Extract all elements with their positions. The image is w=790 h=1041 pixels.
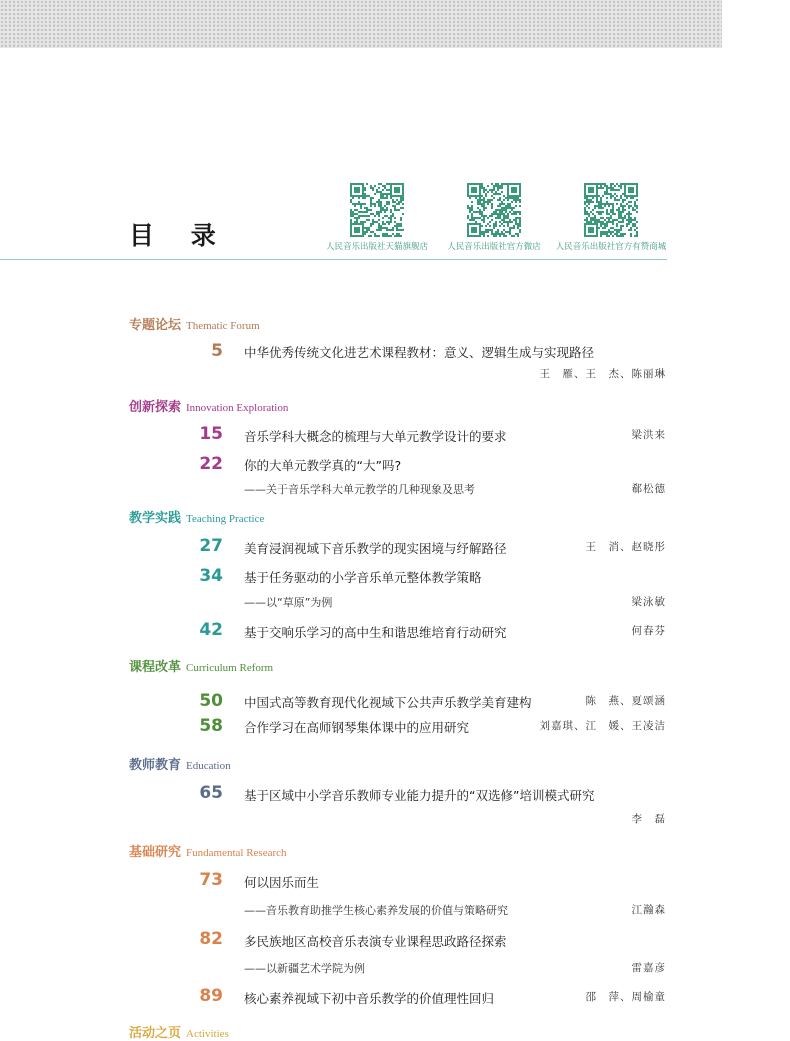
entry-title[interactable]: 美育浸润视域下音乐教学的现实困境与纾解路径 [244, 541, 507, 556]
entry-title[interactable]: 中国式高等教育现代化视域下公共声乐教学美育建构 [244, 695, 532, 710]
entry-author: 梁泳敏 [631, 596, 666, 608]
section-en: Fundamental Research [186, 847, 287, 859]
entry-title[interactable]: 基于区域中小学音乐教师专业能力提升的“双选修”培训模式研究 [244, 788, 595, 803]
entry-title[interactable]: 何以因乐而生 [244, 875, 320, 890]
entry-subtitle: ——音乐教育助推学生核心素养发展的价值与策略研究 [244, 904, 508, 917]
entry-page-number: 82 [199, 929, 223, 949]
section-zh: 创新探索 [129, 400, 182, 415]
entry-title[interactable]: 基于交响乐学习的高中生和谐思维培育行动研究 [244, 625, 507, 640]
entry-title[interactable]: 基于任务驱动的小学音乐单元整体教学策略 [244, 570, 482, 585]
section-heading-teaching-practice [129, 507, 264, 526]
entry-title[interactable]: 核心素养视域下初中音乐教学的价值理性回归 [244, 991, 495, 1006]
entry-title[interactable]: 多民族地区高校音乐表演专业课程思政路径探索 [244, 934, 507, 949]
section-zh: 专题论坛 [129, 318, 182, 333]
qr-caption-weidian: 人民音乐出版社官方微店 [447, 242, 541, 252]
entry-page-number: 5 [211, 341, 223, 361]
qr-code-youzan[interactable] [584, 183, 638, 237]
section-zh: 活动之页 [129, 1026, 182, 1041]
qr-caption-tmall: 人民音乐出版社天猫旗舰店 [325, 242, 428, 252]
entry-author: 雷嘉彦 [631, 962, 666, 974]
entry-subtitle: ——以“草原”为例 [244, 596, 333, 609]
entry-page-number: 65 [199, 783, 223, 803]
entry-subtitle: ——以新疆艺术学院为例 [244, 962, 365, 975]
entry-author: 江瀚森 [631, 904, 666, 916]
entry-page-number: 22 [199, 454, 223, 474]
entry-title[interactable]: 合作学习在高师钢琴集体课中的应用研究 [244, 720, 470, 735]
section-en: Teaching Practice [186, 513, 265, 525]
entry-title[interactable]: 中华优秀传统文化进艺术课程教材：意义、逻辑生成与实现路径 [244, 345, 595, 360]
entry-page-number: 89 [199, 986, 223, 1006]
section-en: Thematic Forum [186, 320, 260, 332]
section-en: Education [186, 760, 231, 772]
section-zh: 教师教育 [129, 758, 182, 773]
header-divider [0, 259, 667, 260]
entry-page-number: 34 [199, 566, 223, 586]
section-en: Innovation Exploration [186, 402, 289, 414]
section-en: Activities [186, 1028, 229, 1040]
entry-title[interactable]: 音乐学科大概念的梳理与大单元教学设计的要求 [244, 429, 507, 444]
entry-author: 刘嘉琪、江 媛、王凌洁 [539, 720, 666, 732]
page-title: 目 录 [129, 221, 230, 250]
entry-author: 郗松德 [631, 483, 666, 495]
entry-author: 李 磊 [631, 813, 666, 825]
entry-subtitle: ——关于音乐学科大单元教学的几种现象及思考 [244, 483, 475, 496]
entry-author: 何春芬 [631, 625, 666, 637]
section-heading-education [129, 754, 231, 773]
section-heading-curriculum-reform [129, 656, 273, 675]
entry-page-number: 15 [199, 424, 223, 444]
qr-code-tmall[interactable] [350, 183, 404, 237]
section-zh: 教学实践 [129, 511, 182, 526]
section-en: Curriculum Reform [186, 662, 274, 674]
entry-page-number: 27 [199, 536, 223, 556]
entry-page-number: 58 [199, 716, 223, 736]
section-zh: 课程改革 [129, 660, 182, 675]
entry-title[interactable]: 你的大单元教学真的“大”吗? [244, 458, 402, 473]
entry-page-number: 73 [199, 870, 223, 890]
qr-code-weidian[interactable] [467, 183, 521, 237]
section-heading-innovation-exploration [129, 396, 288, 415]
entry-page-number: 42 [199, 620, 223, 640]
section-heading-activities [129, 1022, 229, 1041]
section-zh: 基础研究 [129, 845, 182, 860]
section-heading-thematic-forum [129, 314, 260, 333]
entry-author: 王 雁、王 杰、陈丽琳 [539, 368, 666, 380]
entry-page-number: 50 [199, 691, 223, 711]
decorative-top-band [0, 0, 722, 48]
section-heading-fundamental-research [129, 841, 287, 860]
entry-author: 陈 燕、夏颂涵 [585, 695, 666, 707]
entry-author: 王 消、赵晓彤 [585, 541, 666, 553]
entry-author: 梁洪来 [631, 429, 666, 441]
entry-author: 邵 萍、周榆童 [585, 991, 666, 1003]
qr-caption-youzan: 人民音乐出版社官方有赞商城 [555, 242, 667, 252]
